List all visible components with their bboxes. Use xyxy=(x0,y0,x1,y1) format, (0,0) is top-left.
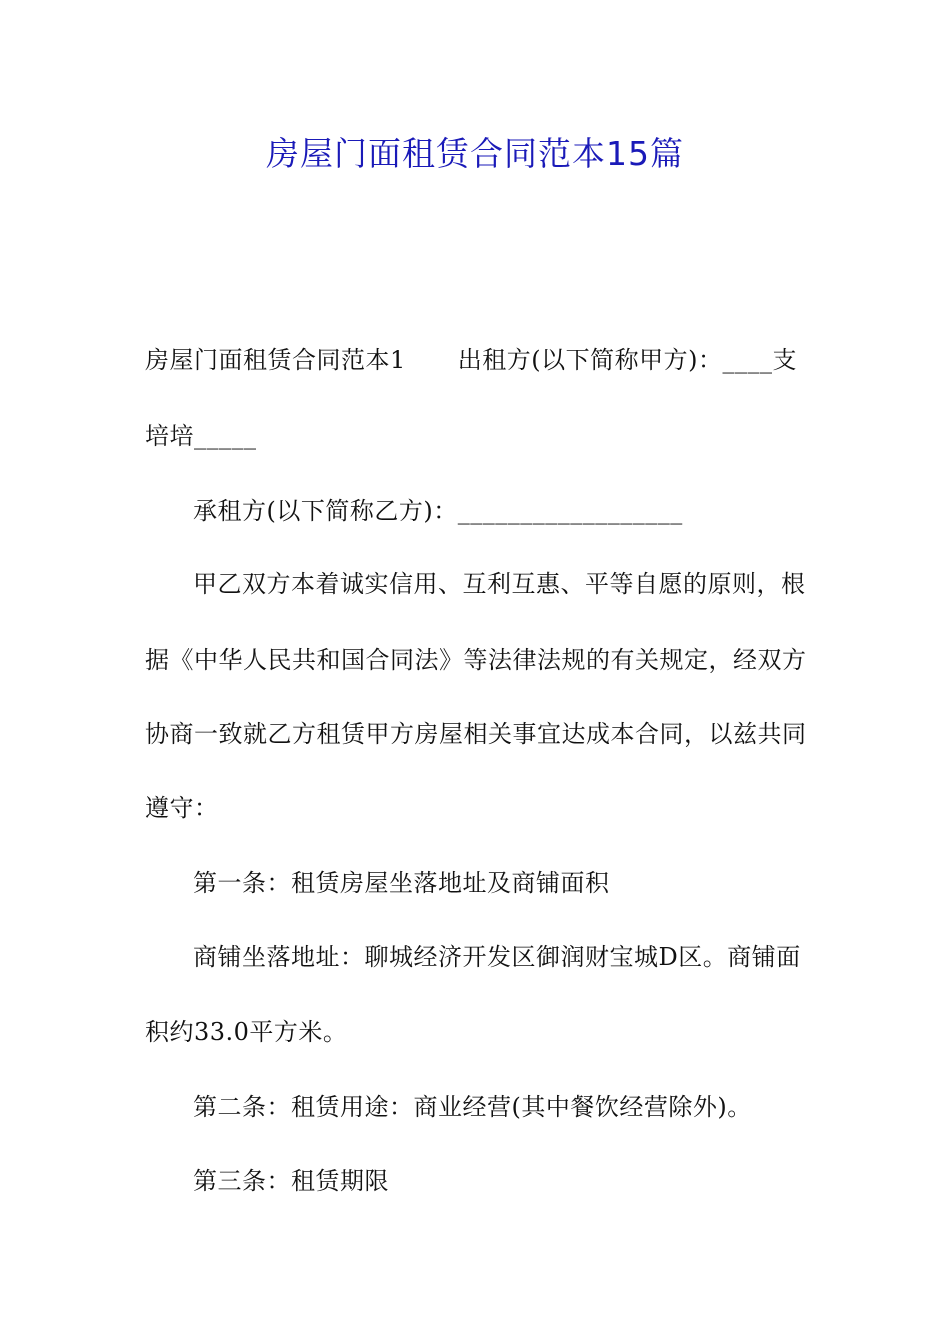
section-heading: 房屋门面租赁合同范本1 xyxy=(145,346,406,374)
paragraph-line xyxy=(145,344,797,376)
lessee-field: 承租方(以下简称乙方)：__________________ xyxy=(193,497,683,525)
paragraph-line: 协商一致就乙方租赁甲方房屋相关事宜达成本合同，以兹共同 xyxy=(145,720,807,748)
paragraph-line: 甲乙双方本着诚实信用、互利互惠、平等自愿的原则，根 xyxy=(193,570,806,598)
article-heading: 第一条：租赁房屋坐落地址及商铺面积 xyxy=(193,869,610,897)
paragraph-line: 遵守： xyxy=(145,794,219,822)
document-title: 房屋门面租赁合同范本15篇 xyxy=(266,134,684,173)
lessor-field: 出租方(以下简称甲方)：____支 xyxy=(457,346,798,374)
paragraph-line: 培培_____ xyxy=(145,422,257,450)
paragraph-line: 据《中华人民共和国合同法》等法律法规的有关规定，经双方 xyxy=(145,646,807,674)
article-heading: 第二条：租赁用途：商业经营(其中餐饮经营除外)。 xyxy=(193,1093,752,1121)
article-heading: 第三条：租赁期限 xyxy=(193,1167,389,1195)
paragraph-line: 商铺坐落地址：聊城经济开发区御润财宝城D区。商铺面 xyxy=(193,943,801,971)
paragraph-line: 积约33.0平方米。 xyxy=(145,1018,348,1046)
